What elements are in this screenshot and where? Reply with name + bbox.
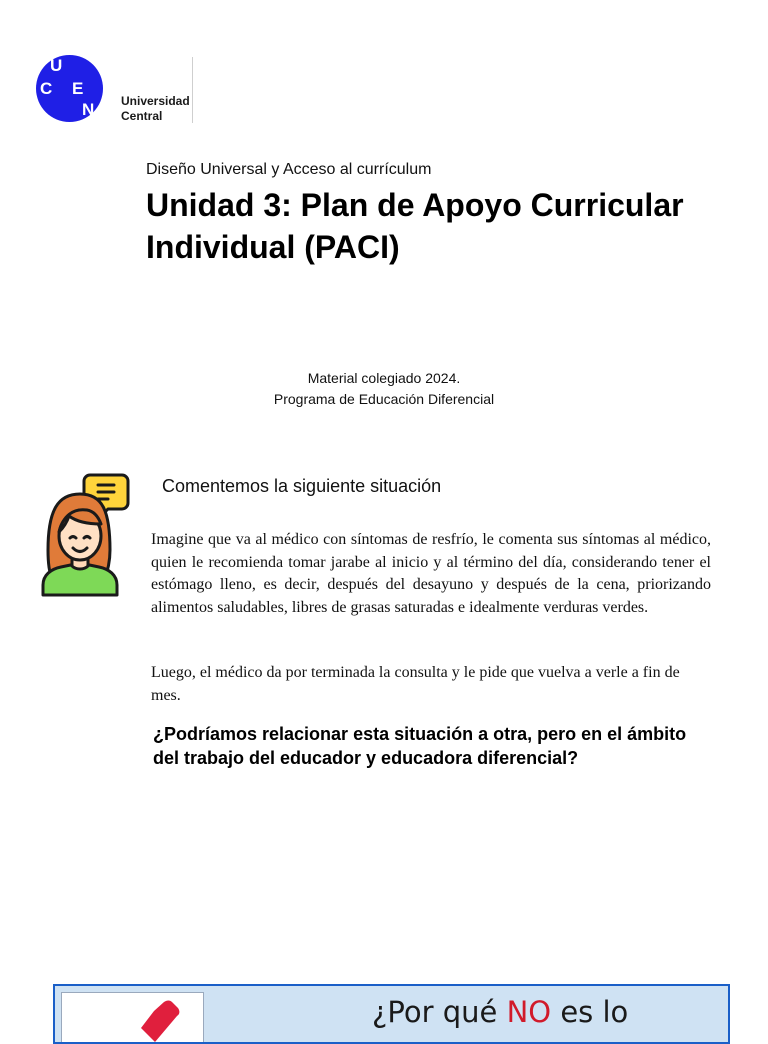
red-marker-icon <box>62 993 204 1044</box>
banner-image-box <box>61 992 204 1044</box>
followup-paragraph: Luego, el médico da por terminada la consulta y le pide que vuelva a verle a fin de mes. <box>151 664 680 704</box>
banner-question-part-2: es lo <box>551 995 629 1029</box>
logo-letter-e: E <box>72 79 84 98</box>
logo-line-2: Central <box>121 109 163 123</box>
logo-letter-n: N <box>82 100 95 119</box>
banner-question-highlight: NO <box>506 995 552 1029</box>
logo-line-1: Universidad <box>121 94 190 108</box>
logo-wordmark <box>121 94 190 124</box>
situation-paragraph: Imagine que va al médico con síntomas de resfrío, le comenta sus síntomas al médico, quien le recomienda tomar jarabe al inicio y al término del día, considerando tener el estómago lleno, es decir, después del desayuno y después de la cena, priorizando alimentos saludables, libres de grasas saturadas e idealmente verduras verdes. <box>151 531 711 616</box>
logo-letter-c: C <box>40 79 53 98</box>
next-slide-banner <box>53 984 730 1044</box>
university-logo <box>36 55 196 125</box>
material-credit <box>0 368 768 410</box>
woman-speech-bubble-icon <box>38 470 134 600</box>
banner-question-part-1: ¿Por qué <box>372 995 507 1029</box>
material-line-1: Material colegiado 2024. <box>307 370 461 386</box>
reflection-question: ¿Podríamos relacionar esta situación a otra, pero en el ámbito del trabajo del educador y educadora diferencial? <box>153 724 687 768</box>
section-heading: Comentemos la siguiente situación <box>162 476 442 496</box>
page-title: Unidad 3: Plan de Apoyo Curricular Individual (PACI) <box>146 187 684 265</box>
logo-letter-u: U <box>50 56 63 75</box>
banner-question <box>372 994 628 1030</box>
course-subtitle: Diseño Universal y Acceso al currículum <box>146 161 432 178</box>
logo-divider <box>192 57 193 123</box>
material-line-2: Programa de Educación Diferencial <box>273 391 495 407</box>
